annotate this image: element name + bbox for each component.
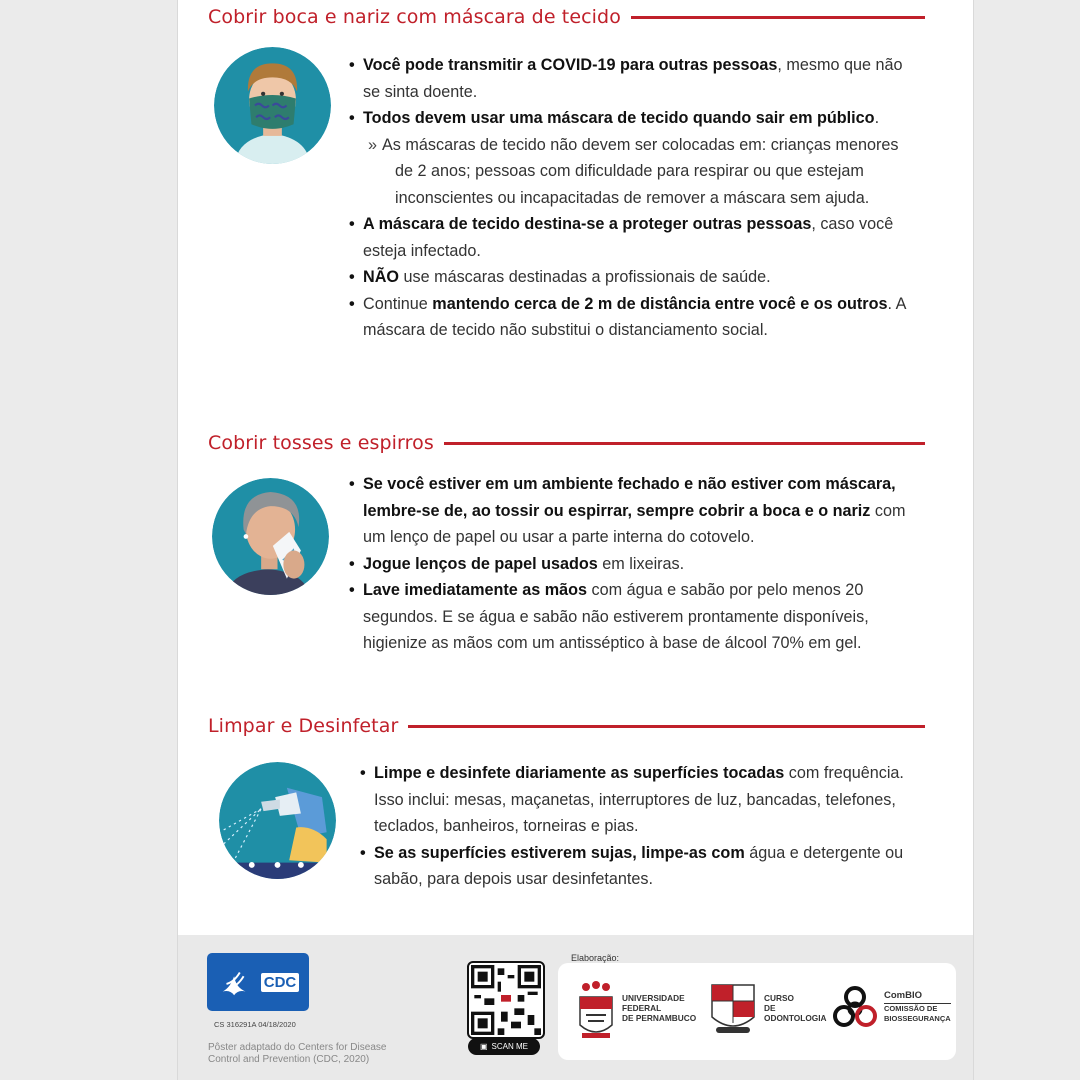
bullet-item (349, 291, 919, 344)
elaboracao-label: Elaboração: (571, 953, 620, 963)
body-text: em lixeiras. (597, 554, 685, 573)
bullet-list-mask (349, 52, 919, 344)
section-header-clean (208, 711, 925, 741)
body-text: com água e sabão por pelo menos 20 segundos. E se água e sabão não estiverem prontamente disponíveis, higienize as mãos com um antisséptico à base de álcool 70% em gel. (363, 581, 869, 652)
bold-text: A máscara de tecido destina-se a proteger outras pessoas (363, 215, 812, 233)
spray-bottle-icon (219, 762, 336, 879)
body-text: . A máscara de tecido não substitui o distanciamento social. (363, 294, 906, 339)
footer (178, 935, 973, 1080)
body-text: As máscaras de tecido não devem ser colocadas em: crianças menores de 2 anos; pessoas com dificuldade para respirar ou que estejam inconscientes ou incapacitadas de remover a máscara sem ajuda. (382, 135, 899, 207)
scan-icon: ▣ (479, 1042, 488, 1051)
bullet-item (349, 577, 919, 657)
bullet-item (349, 211, 919, 264)
bold-text: Limpe e desinfete diariamente as superfícies tocadas (374, 764, 785, 782)
bold-text: mantendo cerca de 2 m de distância entre você e os outros (432, 294, 888, 313)
bullet-item (349, 105, 919, 132)
biohazard-icon (830, 985, 880, 1033)
body-text: use máscaras destinadas a profissionais de saúde. (398, 268, 771, 286)
odontologia-crest-icon (708, 981, 758, 1037)
poster-credit: Pôster adaptado do Centers for Disease Control and Prevention (CDC, 2020) (208, 1042, 387, 1065)
bold-text: Lave imediatamente as mãos (363, 581, 588, 599)
bold-text: Você pode transmitir a COVID-19 para outras pessoas (363, 56, 778, 74)
body-text: água e detergente ou sabão, para depois usar desinfetantes. (374, 843, 904, 888)
scan-me-button[interactable] (468, 1038, 540, 1055)
section-header-cough (208, 428, 925, 458)
section-header-mask (208, 2, 925, 32)
cdc-label: CDC (261, 973, 300, 992)
scan-me-label: SCAN ME (491, 1042, 528, 1051)
poster-page (177, 0, 974, 1080)
ufpe-logo-text: UNIVERSIDADE FEDERAL DE PERNAMBUCO (622, 993, 697, 1023)
hhs-eagle-icon (217, 963, 255, 1001)
bullet-list-clean (360, 760, 920, 893)
body-text: Continue (363, 294, 433, 313)
bold-text: Jogue lenços de papel usados (363, 554, 598, 573)
qr-code[interactable] (467, 961, 545, 1039)
section-divider (444, 442, 925, 445)
section-title: Cobrir boca e nariz com máscara de tecido (208, 6, 621, 28)
section-title: Limpar e Desinfetar (208, 715, 399, 737)
masked-man-icon (214, 47, 331, 164)
body-text: com um lenço de papel ou usar a parte interna do cotovelo. (363, 501, 906, 546)
body-text: . (874, 109, 880, 127)
body-text: , caso você esteja infectado. (363, 215, 894, 260)
odontologia-logo-text: CURSO DE ODONTOLOGIA (764, 993, 827, 1023)
poster-code: CS 316291A 04/18/2020 (214, 1020, 296, 1029)
ufpe-crest-icon (576, 977, 616, 1041)
bullet-item (349, 52, 919, 105)
cdc-logo (207, 953, 309, 1011)
bullet-list-cough (349, 471, 919, 657)
sub-bullet-item (349, 132, 919, 212)
combio-logo-text: ComBIO COMISSÃO DE BIOSSEGURANÇA (884, 990, 951, 1023)
bullet-item (349, 551, 919, 578)
bullet-item (349, 264, 919, 291)
bold-text: Se você estiver em um ambiente fechado e não estiver com máscara, lembre-se de, ao tossir ou espirrar, sempre cobrir a boca e o nariz (363, 475, 896, 520)
bullet-item (360, 840, 920, 893)
bullet-item (360, 760, 920, 840)
section-title: Cobrir tosses e espirros (208, 432, 434, 454)
bullet-item (349, 471, 919, 551)
bold-text: Se as superfícies estiverem sujas, limpe-as com (374, 843, 745, 862)
bold-text: NÃO (363, 268, 399, 286)
bold-text: Todos devem usar uma máscara de tecido quando sair em público (363, 109, 875, 127)
body-text: com frequência. Isso inclui: mesas, maçanetas, interruptores de luz, bancadas, telefones, teclados, banheiros, torneiras e pias. (374, 764, 904, 835)
section-divider (631, 16, 925, 19)
section-divider (408, 725, 925, 728)
sneezing-woman-icon (212, 478, 329, 595)
partners-logos (558, 963, 956, 1060)
body-text: , mesmo que não se sinta doente. (363, 56, 903, 101)
